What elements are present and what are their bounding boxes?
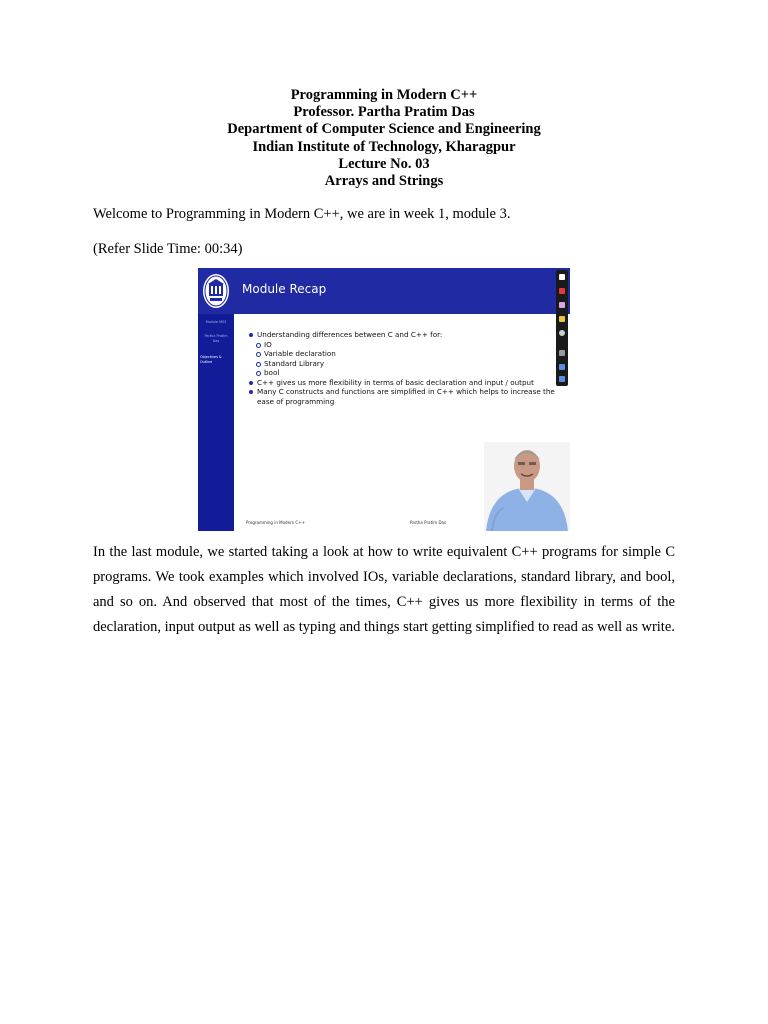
sidebar-author-line1: Partha Pratim bbox=[204, 334, 228, 338]
shape-tool-icon bbox=[559, 330, 565, 336]
sidebar-author-line2: Das bbox=[212, 339, 220, 343]
sidebar-objectives-line2: Outline bbox=[200, 360, 213, 364]
document-header bbox=[0, 87, 768, 190]
department-name: Department of Computer Science and Engineering bbox=[227, 121, 541, 138]
line-tool-icon bbox=[559, 350, 565, 356]
slide-bullet-1: Understanding differences between C and C++ for: bbox=[248, 330, 558, 340]
slide-content bbox=[248, 330, 558, 406]
lecture-topic: Arrays and Strings bbox=[324, 173, 444, 190]
slide-bullet-2: C++ gives us more flexibility in terms of basic declaration and input / output bbox=[248, 378, 558, 388]
slide-title: Module Recap bbox=[242, 282, 327, 296]
professor-name: Professor. Partha Pratim Das bbox=[293, 104, 475, 121]
slide-subitem-4: bool bbox=[248, 368, 558, 378]
body-paragraph: In the last module, we started taking a look at how to write equivalent C++ programs for simple C programs. We took examples which involved IOs, variable declarations, standard library, and bool, and so on. And observed that most of the times, C++ gives us more flexibility in terms of the declaration, input output as well as typing and things start getting simplified to read as well as write. bbox=[93, 544, 675, 635]
slide-annotation-toolbar bbox=[556, 270, 568, 386]
institute-logo-icon bbox=[201, 272, 231, 310]
screen-tool-icon bbox=[559, 364, 565, 370]
slide-footer-left: Programming in Modern C++ bbox=[246, 520, 305, 525]
pointer-tool-icon bbox=[559, 274, 565, 280]
capture-tool-icon bbox=[559, 376, 565, 382]
sidebar-objectives-line1: Objectives & bbox=[200, 355, 222, 359]
highlighter-tool-icon bbox=[559, 316, 565, 322]
refer-slide-time: (Refer Slide Time: 00:34) bbox=[93, 241, 243, 257]
pen-tool-icon bbox=[559, 288, 565, 294]
lecture-number: Lecture No. 03 bbox=[338, 155, 430, 172]
eraser-tool-icon bbox=[559, 302, 565, 308]
presenter-video-icon bbox=[484, 442, 570, 531]
slide-sidebar bbox=[198, 314, 234, 531]
slide-subitem-2: Variable declaration bbox=[248, 349, 558, 359]
slide-subitem-1: IO bbox=[248, 340, 558, 350]
course-title: Programming in Modern C++ bbox=[290, 87, 478, 103]
lecture-slide-image bbox=[198, 268, 570, 531]
slide-footer-right: Partha Pratim Das bbox=[410, 520, 447, 525]
intro-paragraph: Welcome to Programming in Modern C++, we are in week 1, module 3. bbox=[93, 206, 511, 222]
institute-name: Indian Institute of Technology, Kharagpur bbox=[252, 138, 516, 155]
slide-bullet-3: Many C constructs and functions are simplified in C++ which helps to increase the ease of programming bbox=[248, 387, 557, 406]
slide-subitem-3: Standard Library bbox=[248, 359, 558, 369]
sidebar-module: Module M03 bbox=[205, 320, 227, 324]
